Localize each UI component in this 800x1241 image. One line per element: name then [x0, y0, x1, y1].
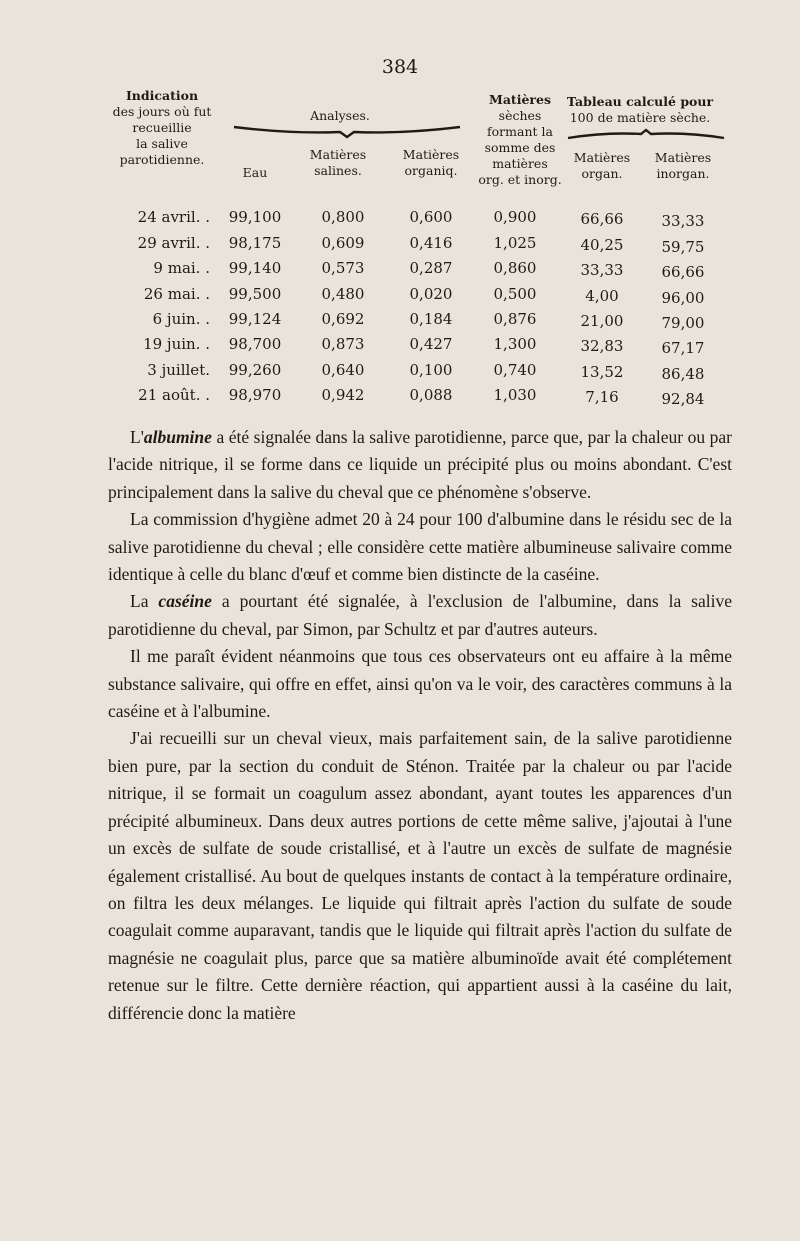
row-organiq: 0,020 [409, 285, 453, 303]
header-seches-line: formant la [487, 124, 553, 139]
header-inorgan-line: inorgan. [656, 166, 710, 181]
header-organ [562, 150, 642, 182]
row-organ: 66,66 [580, 210, 624, 228]
header-date-line: Indication [125, 88, 199, 103]
header-seches-line: matières [492, 156, 548, 171]
row-organ: 7,16 [585, 388, 619, 406]
row-seches: 0,500 [493, 285, 537, 303]
row-inorgan: 66,66 [661, 263, 705, 281]
row-organiq: 0,416 [409, 234, 453, 252]
body-text [108, 424, 732, 1027]
row-date: 21 août. . [138, 386, 210, 404]
header-organiq-line: organiq. [404, 163, 458, 178]
row-date: 26 mai. . [143, 285, 210, 303]
row-organiq: 0,600 [409, 208, 453, 226]
header-date-line: la salive [136, 136, 188, 151]
row-salines: 0,942 [321, 386, 365, 404]
header-date-column [92, 88, 232, 168]
header-salines-line: salines. [314, 163, 362, 178]
row-inorgan: 79,00 [661, 314, 705, 332]
row-organ: 33,33 [580, 261, 624, 279]
header-tableau [560, 94, 720, 126]
row-organ: 21,00 [580, 312, 624, 330]
row-date: 3 juillet. [147, 361, 210, 379]
paragraph-text: a pourtant été signalée, à l'exclusion de l'albumine, dans la salive parotidienne du cheval, par Simon, par Schultz et par d'autres auteurs. [108, 591, 732, 639]
row-salines: 0,800 [321, 208, 365, 226]
row-seches: 0,740 [493, 361, 537, 379]
header-organ-line: Matières [573, 150, 631, 165]
header-seches [470, 92, 570, 188]
header-salines-line: Matières [309, 147, 367, 162]
row-eau: 99,100 [228, 208, 282, 226]
tableau-brace [566, 128, 726, 144]
paragraph-text: a été signalée dans la salive parotidienne, parce que, par la chaleur ou par l'acide nitrique, il se forme dans ce liquide un précipité plus ou moins abondant. C'est principalement dans la salive du cheval que ce phénomène s'observe. [108, 427, 732, 502]
paragraph-caseine [108, 588, 732, 643]
row-seches: 0,876 [493, 310, 537, 328]
header-seches-line: Matières [489, 92, 551, 107]
header-seches-line: sèches [498, 108, 542, 123]
row-eau: 98,970 [228, 386, 282, 404]
header-inorgan [642, 150, 724, 182]
paragraph-experiment [108, 725, 732, 1026]
row-salines: 0,692 [321, 310, 365, 328]
row-organiq: 0,427 [409, 335, 453, 353]
paragraph-albumine [108, 424, 732, 506]
row-organ: 40,25 [580, 236, 624, 254]
row-eau: 98,175 [228, 234, 282, 252]
row-inorgan: 86,48 [661, 365, 705, 383]
paragraph-lead: L' [130, 427, 144, 447]
row-organ: 4,00 [585, 287, 619, 305]
row-date: 9 mai. . [153, 259, 210, 277]
paragraph-text: La commission d'hygiène admet 20 à 24 pour 100 d'albumine dans le résidu sec de la salive parotidienne du cheval ; elle considère cette matière albumineuse salivaire comme identique à celle du blanc d'œuf et comme bien distincte de la caséine. [108, 509, 732, 585]
paragraph-lead: La [130, 591, 159, 612]
header-date-line: des jours où fut [112, 104, 212, 119]
row-salines: 0,573 [321, 259, 365, 277]
row-eau: 99,124 [228, 310, 282, 328]
header-date-line: parotidienne. [119, 152, 205, 167]
row-seches: 0,900 [493, 208, 537, 226]
header-seches-line: org. et inorg. [478, 172, 562, 187]
row-inorgan: 67,17 [661, 339, 705, 357]
row-date: 29 avril. . [137, 234, 210, 252]
term-albumine: albumine [143, 427, 212, 447]
row-salines: 0,640 [321, 361, 365, 379]
row-seches: 1,025 [493, 234, 537, 252]
analyses-brace [232, 124, 462, 140]
header-organ-line: organ. [581, 166, 623, 181]
row-eau: 99,260 [228, 361, 282, 379]
paragraph-evidence [108, 643, 732, 725]
paragraph-text: Il me paraît évident néanmoins que tous ces observateurs ont eu affaire à la même substance salivaire, qui offre en effet, ainsi qu'on va le voir, des caractères communs à la caséine et à l'albumine. [108, 646, 732, 722]
row-inorgan: 33,33 [661, 212, 705, 230]
row-organ: 32,83 [580, 337, 624, 355]
row-inorgan: 92,84 [661, 390, 705, 408]
paragraph-commission [108, 506, 732, 588]
header-organiq-line: Matières [402, 147, 460, 162]
row-date: 24 avril. . [137, 208, 210, 226]
header-date-line: recueillie [132, 120, 192, 135]
term-caseine: caséine [158, 591, 212, 612]
row-date: 19 juin. . [143, 335, 210, 353]
row-seches: 1,030 [493, 386, 537, 404]
header-eau: Eau [242, 165, 268, 180]
row-organiq: 0,287 [409, 259, 453, 277]
page-number: 384 [381, 56, 419, 78]
paragraph-text: J'ai recueilli sur un cheval vieux, mais parfaitement sain, de la salive parotidienne bien pure, par la section du conduit de Sténon. Traitée par la chaleur ou par l'acide nitrique, il se formait un coagulum assez abondant, ayant toutes les apparences d'un précipité albumineux. Dans deux autres portions de cette même salive, j'ajoutai à l'une un excès de sulfate de soude cristallisé, et à l'autre un excès de sulfate de magnésie également cristallisé. Au bout de quelques instants de contact à la température ordinaire, on filtra les deux mélanges. Le liquide qui filtrait après l'action du sulfate de soude coagulait comme auparavant, tandis que le liquide qui filtrait après l'action du sulfate de magnésie ne coagulait plus, parce que sa matière albuminoïde avait été complétement retenue sur le filtre. Cette dernière réaction, qui appartient aussi à la caséine du lait, différencie donc la matière [108, 728, 732, 1023]
row-organiq: 0,184 [409, 310, 453, 328]
row-eau: 99,140 [228, 259, 282, 277]
header-tableau-line: Tableau calculé pour [566, 94, 714, 109]
header-inorgan-line: Matières [654, 150, 712, 165]
header-salines [298, 147, 378, 179]
header-organiq [388, 147, 474, 179]
row-date: 6 juin. . [152, 310, 210, 328]
row-seches: 0,860 [493, 259, 537, 277]
row-eau: 98,700 [228, 335, 282, 353]
row-organiq: 0,100 [409, 361, 453, 379]
row-organiq: 0,088 [409, 386, 453, 404]
row-seches: 1,300 [493, 335, 537, 353]
row-salines: 0,480 [321, 285, 365, 303]
header-analyses: Analyses. [310, 108, 370, 123]
header-tableau-line: 100 de matière sèche. [569, 110, 711, 125]
row-salines: 0,609 [321, 234, 365, 252]
row-eau: 99,500 [228, 285, 282, 303]
row-inorgan: 59,75 [661, 238, 705, 256]
row-organ: 13,52 [580, 363, 624, 381]
header-seches-line: somme des [484, 140, 556, 155]
row-inorgan: 96,00 [661, 289, 705, 307]
row-salines: 0,873 [321, 335, 365, 353]
